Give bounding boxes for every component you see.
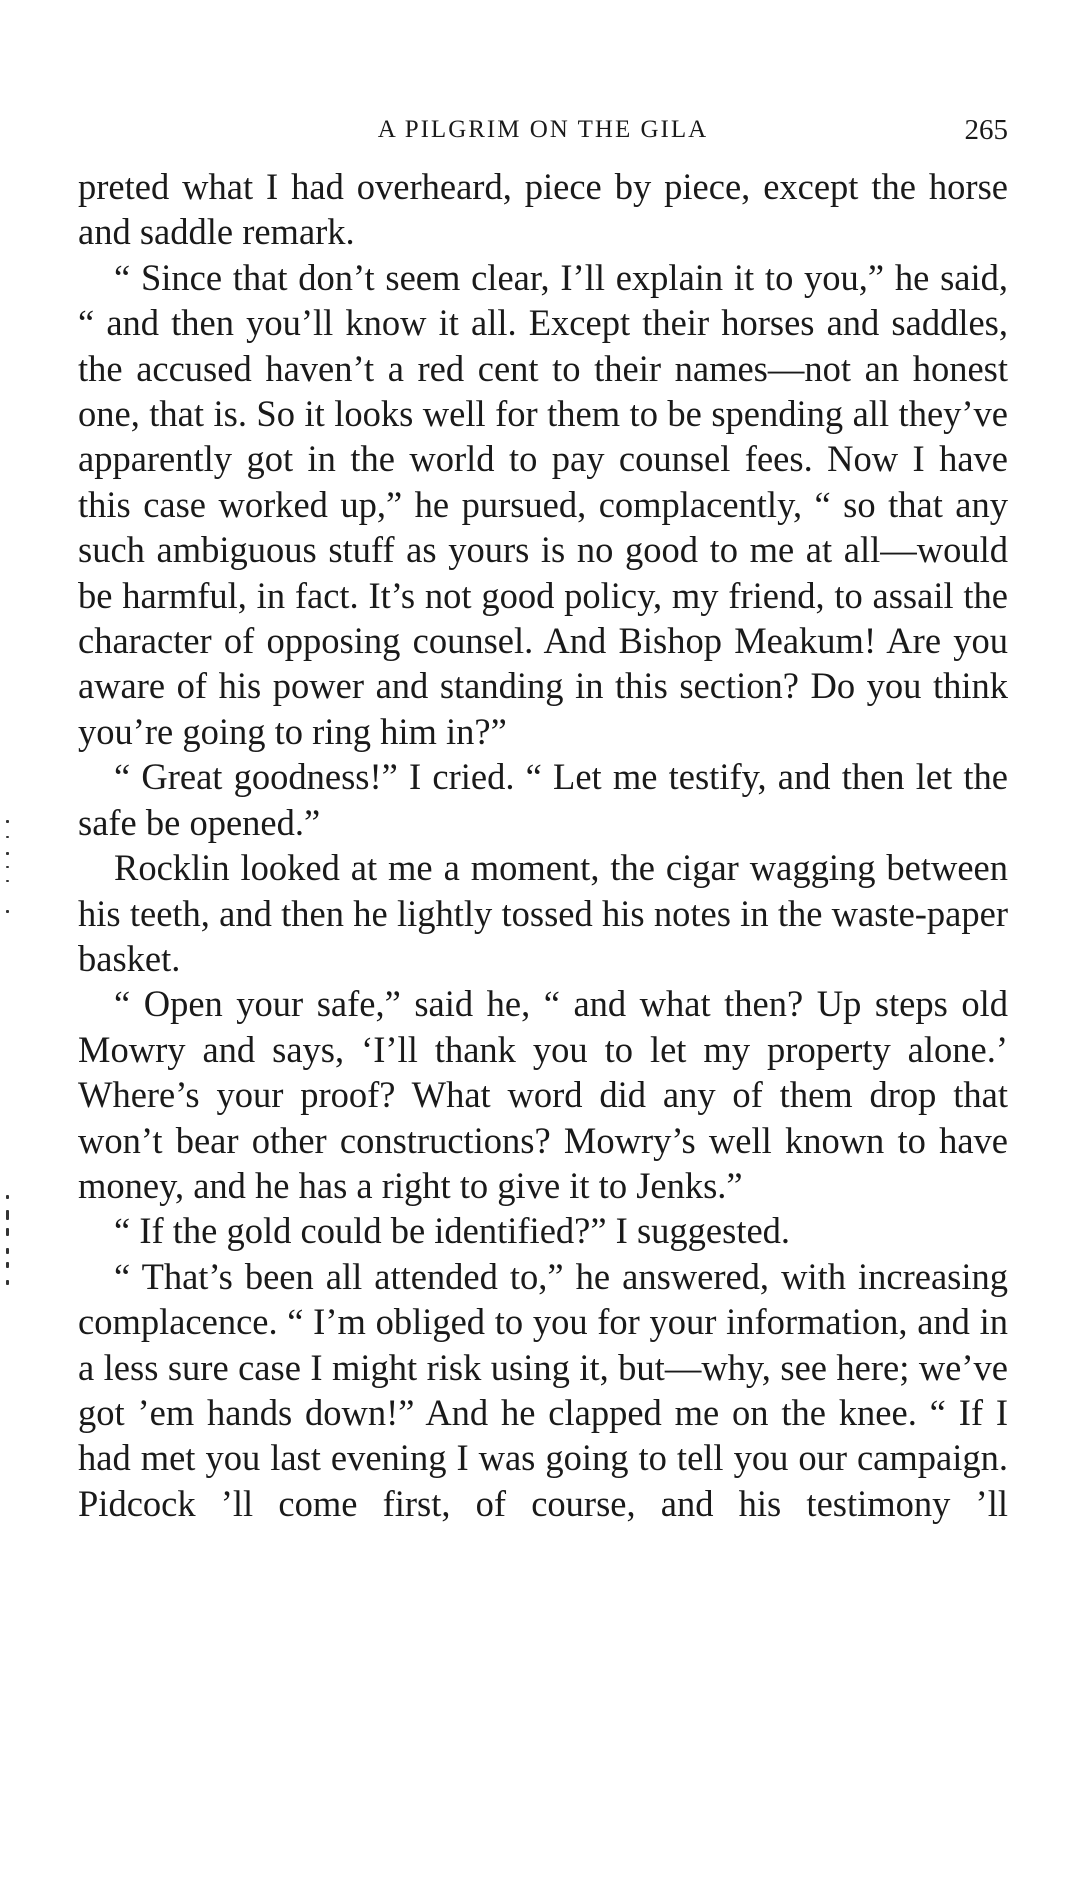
page-number: 265 <box>964 114 1008 146</box>
running-head <box>78 110 1008 158</box>
paragraph: preted what I had overheard, piece by piece, except the horse and saddle remark. <box>78 166 1008 253</box>
paragraph: “ That’s been all attended to,” he answered, with increasing complacence. “ I’m obliged to you for your information, and in a less sure case I might risk using it, but—why, see here; we’ve got ’em hands down!” And he clapped me on the knee. “ If I had met you last evening I was going to tell you our campaign. Pidcock ’ll come first, of course, and his testimony ’ll <box>78 1255 1008 1524</box>
body-text <box>78 164 1008 1526</box>
paragraph: “ Since that don’t seem clear, I’ll explain it to you,” he said, “ and then you’ll know it all. Except their horses and saddles, the accused haven’t a red cent to their names—not an honest one, that is. So it looks well for them to be spending all they’ve apparently got in the world to pay counsel fees. Now I have this case worked up,” he pursued, complacently, “ so that any such ambiguous stuff as yours is no good to me at all—would be harmful, in fact. It’s not good policy, my friend, to assail the character of opposing counsel. And Bishop Meakum! Are you aware of his power and standing in this section? Do you think you’re going to ring him in?” <box>78 256 1008 752</box>
running-title: A PILGRIM ON THE GILA <box>377 116 709 143</box>
paragraph: “ Open your safe,” said he, “ and what then? Up steps old Mowry and says, ‘I’ll thank you to let my property alone.’ Where’s your proof? What word did any of them drop that won’t bear other constructions? Mowry’s well known to have money, and he has a right to give it to Jenks.” <box>78 983 1008 1206</box>
paragraph: “ If the gold could be identified?” I suggested. <box>114 1210 791 1252</box>
margin-scan-marks <box>0 0 20 1877</box>
book-page <box>78 110 1008 1526</box>
paragraph: “ Great goodness!” I cried. “ Let me testify, and then let the safe be opened.” <box>78 756 1008 843</box>
paragraph: Rocklin looked at me a moment, the cigar wagging between his teeth, and then he lightly tossed his notes in the waste-paper basket. <box>78 847 1008 979</box>
